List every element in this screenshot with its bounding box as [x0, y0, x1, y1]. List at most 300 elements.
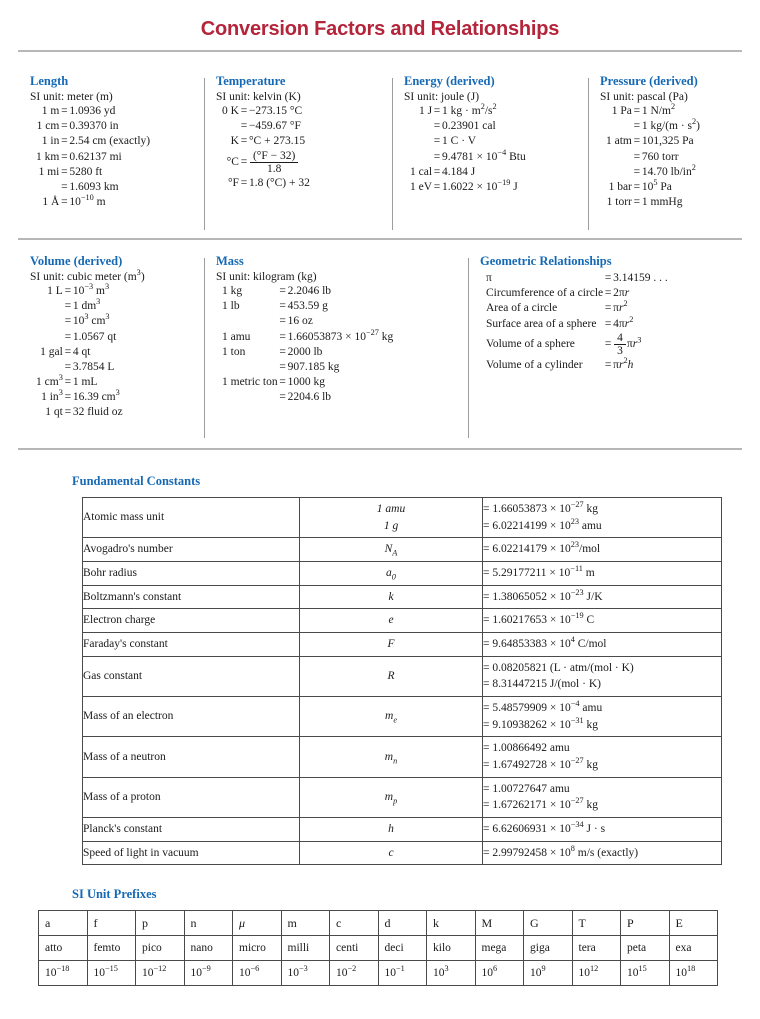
- conversion-rhs: 453.59 g: [287, 300, 328, 313]
- conversion-lhs: [222, 314, 278, 329]
- constant-name: Boltzmann's constant: [83, 585, 300, 609]
- conversion-rhs: 1 $dm^3$: [72, 297, 101, 313]
- equals-sign: =: [433, 180, 441, 193]
- equals-sign: =: [64, 330, 72, 343]
- constant-value-line: = $6.02214199 \times 10^{23}$ amu: [483, 516, 602, 532]
- conversion-row: [486, 358, 668, 373]
- prefix-symbol: M: [475, 911, 524, 936]
- prefix-symbol: c: [330, 911, 379, 936]
- constant-symbol-line: $m_n$: [384, 750, 398, 766]
- equals-sign: =: [64, 315, 72, 328]
- equals-sign: =: [61, 196, 68, 209]
- prefix-power: $10^{-3}$: [281, 961, 330, 986]
- equals-sign: =: [633, 180, 641, 193]
- equals-sign: =: [61, 135, 68, 148]
- conversion-rhs: 5280 ft: [69, 165, 103, 178]
- conversion-rhs: 16 oz: [287, 315, 313, 328]
- conversion-lhs: K: [230, 135, 239, 148]
- constant-value-line: = $5.29177211 \times 10^{-11}$ m: [483, 564, 595, 580]
- constant-name: Bohr radius: [83, 562, 300, 586]
- prefix-symbol: m: [281, 911, 330, 936]
- conversion-lhs: 1 metric ton: [222, 376, 278, 389]
- constants-row: [83, 609, 722, 633]
- conversion-row: [606, 150, 700, 165]
- constant-symbol-line: $a_0$: [386, 567, 396, 582]
- conversion-rhs: 4 qt: [72, 345, 91, 358]
- prefix-name: peta: [621, 936, 670, 961]
- panel-heading: Temperature: [216, 74, 286, 88]
- conversion-row: [486, 317, 668, 332]
- conversion-lhs: Surface area of a sphere: [486, 317, 597, 330]
- constant-value-line: = $1.67262171 \times 10^{-27}$ kg: [483, 796, 599, 812]
- conversion-rhs: 1 $kg/(m \cdot s^2)$: [641, 117, 701, 133]
- constant-value-line: = $1.66053873 \times 10^{-27}$ kg: [483, 500, 599, 515]
- conversion-lhs: 1 qt: [45, 406, 63, 419]
- conversion-list: [36, 104, 150, 210]
- constant-value-line: = 1.00727647 amu: [483, 782, 570, 795]
- conversion-row: [222, 150, 310, 176]
- fundamental-constants-heading: Fundamental Constants: [72, 474, 201, 488]
- conversion-rhs: $1.6022 \times 10^{-19}$ J: [442, 178, 518, 193]
- constant-symbol: [300, 609, 483, 633]
- conversion-row: [410, 150, 526, 165]
- constant-symbol-line: $N_A$: [384, 543, 398, 558]
- conversion-lhs: [606, 150, 632, 165]
- constant-value: [483, 841, 722, 865]
- conversion-rhs: $9.4781 \times 10^{-4}$ Btu: [442, 147, 526, 163]
- conversion-lhs: 1 J: [418, 105, 433, 117]
- prefix-name: pico: [136, 936, 185, 961]
- conversion-row: [486, 301, 668, 316]
- conversion-row: [222, 390, 393, 405]
- panel-si-unit: SI unit: pascal (Pa): [600, 91, 688, 103]
- prefix-symbol: G: [524, 911, 573, 936]
- equals-sign: =: [633, 165, 641, 178]
- constant-symbol: [300, 585, 483, 609]
- fraction: $\frac{(^\circ F - 32)}{1.8}$: [250, 150, 298, 175]
- constant-value-line: = $6.62606931 \times 10^{-34}$ J · s: [483, 820, 606, 836]
- prefix-name: mega: [475, 936, 524, 961]
- prefixes-row-names: [39, 936, 718, 961]
- constant-value-line: = $9.10938262 \times 10^{-31}$ kg: [483, 715, 599, 731]
- unit-panels-row-1: [0, 74, 760, 234]
- unit-panel-volume-derived: [18, 254, 204, 442]
- panel-si-unit: SI unit: joule (J): [404, 91, 480, 103]
- conversion-row: [222, 330, 393, 345]
- equals-sign: =: [61, 165, 68, 178]
- conversion-row: [606, 180, 700, 195]
- prefix-power: $10^{-9}$: [184, 961, 233, 986]
- prefix-symbol: d: [378, 911, 427, 936]
- equals-sign: =: [633, 120, 641, 133]
- equals-sign: =: [64, 300, 72, 313]
- conversion-rhs: 1 kg · $m^2/s^2$: [442, 102, 497, 117]
- constant-value: [483, 609, 722, 633]
- conversion-lhs: 1 lb: [222, 300, 240, 313]
- conversion-lhs: [36, 330, 63, 345]
- equals-sign: =: [633, 150, 641, 163]
- conversion-row: [36, 345, 123, 360]
- constant-value-line: = $1.67492728 \times 10^{-27}$ kg: [483, 756, 599, 772]
- constants-row: [83, 777, 722, 817]
- conversion-rhs: $\pi r^2h$: [613, 355, 634, 371]
- equals-sign: =: [240, 155, 248, 168]
- constants-row: [83, 656, 722, 696]
- prefix-power: $10^{18}$: [669, 961, 718, 986]
- conversion-rhs: 1 C · V: [442, 135, 477, 148]
- conversion-row: [222, 119, 310, 134]
- equals-sign: =: [64, 360, 72, 373]
- prefix-symbol: T: [572, 911, 621, 936]
- unit-panel-pressure-derived: [588, 74, 742, 234]
- equals-sign: =: [64, 345, 72, 358]
- conversion-row: [486, 271, 668, 286]
- conversion-rhs: 1.8 (°C) + 32: [248, 176, 310, 189]
- conversion-list: [486, 271, 668, 373]
- conversion-row: [222, 176, 310, 191]
- constant-symbol: [300, 538, 483, 562]
- conversion-row: [222, 360, 393, 375]
- prefix-symbol: P: [621, 911, 670, 936]
- conversion-row: [606, 104, 700, 119]
- constant-symbol: [300, 818, 483, 842]
- conversion-lhs: 1 Pa: [611, 105, 632, 117]
- prefix-power: $10^{12}$: [572, 961, 621, 986]
- conversion-row: [222, 345, 393, 360]
- prefix-name: tera: [572, 936, 621, 961]
- constant-value-line: = $1.38065052 \times 10^{-23}$ J/K: [483, 587, 603, 603]
- fundamental-constants-table: [82, 497, 722, 865]
- conversion-row: [410, 119, 526, 134]
- constant-value: [483, 633, 722, 657]
- constant-symbol: [300, 697, 483, 737]
- conversion-lhs: Volume of a sphere: [486, 337, 575, 350]
- equals-sign: =: [433, 120, 441, 133]
- conversion-rhs: 1 mL: [72, 376, 98, 389]
- conversion-row: [606, 195, 700, 210]
- constant-value: [483, 737, 722, 777]
- prefix-name: nano: [184, 936, 233, 961]
- constant-symbol-line: e: [388, 614, 394, 627]
- prefix-symbol: k: [427, 911, 476, 936]
- conversion-rhs: $4\pi r^2$: [613, 314, 634, 330]
- panel-si-unit: SI unit: kelvin (K): [216, 91, 301, 103]
- conversion-row: [36, 299, 123, 314]
- constant-value: [483, 697, 722, 737]
- constants-row: [83, 562, 722, 586]
- equals-sign: =: [279, 330, 286, 343]
- equals-sign: =: [604, 272, 612, 284]
- prefix-name: deci: [378, 936, 427, 961]
- equals-sign: =: [433, 150, 441, 163]
- constant-symbol-line: 1 g: [383, 519, 399, 532]
- conversion-rhs: 2000 lb: [287, 345, 323, 358]
- conversion-rhs: $10^5$ Pa: [641, 178, 672, 193]
- prefix-power: $10^{-1}$: [378, 961, 427, 986]
- constants-row: [83, 737, 722, 777]
- prefix-symbol: n: [184, 911, 233, 936]
- constants-row: [83, 841, 722, 865]
- equals-sign: =: [433, 135, 441, 148]
- title-divider-rule: [18, 50, 742, 52]
- conversion-lhs: 1 m: [41, 105, 60, 117]
- constant-name: Planck's constant: [83, 818, 300, 842]
- constant-symbol-line: R: [387, 670, 395, 683]
- conversion-lhs: 1 amu: [222, 330, 251, 343]
- conversion-rhs: −273.15 °C: [248, 105, 303, 117]
- conversion-row: [36, 195, 150, 210]
- constant-symbol: [300, 562, 483, 586]
- conversion-lhs: 1 ton: [222, 345, 246, 358]
- panel-heading: Energy (derived): [404, 74, 495, 88]
- unit-panel-geometric-relationships: [468, 254, 742, 442]
- prefix-name: exa: [669, 936, 718, 961]
- prefix-power: $10^{-12}$: [136, 961, 185, 986]
- equals-sign: =: [433, 105, 441, 117]
- constant-name: Mass of an electron: [83, 697, 300, 737]
- conversion-lhs: 1 atm: [606, 135, 632, 148]
- conversion-lhs: [606, 119, 632, 134]
- constant-value-line: = $2.99792458 \times 10^8$ m/s (exactly): [483, 843, 639, 859]
- constants-row: [83, 538, 722, 562]
- constant-name: Avogadro's number: [83, 538, 300, 562]
- constant-symbol-line: $m_p$: [384, 791, 398, 806]
- conversion-rhs: −459.67 °F: [248, 120, 301, 133]
- equals-sign: =: [604, 302, 612, 315]
- prefix-power: $10^{-2}$: [330, 961, 379, 986]
- conversion-lhs: 1 $in^3$: [41, 388, 63, 404]
- conversion-rhs: 2.2046 lb: [287, 285, 332, 297]
- constant-value: [483, 777, 722, 817]
- conversion-rhs: 760 torr: [641, 150, 679, 163]
- conversion-rhs: 2.54 cm (exactly): [69, 135, 151, 148]
- conversion-lhs: 1 mi: [38, 165, 60, 178]
- panel-heading: Length: [30, 74, 69, 88]
- conversion-row: [36, 330, 123, 345]
- equals-sign: =: [64, 376, 72, 389]
- prefix-power: $10^{15}$: [621, 961, 670, 986]
- equals-sign: =: [240, 176, 248, 189]
- conversion-lhs: °F: [227, 176, 239, 189]
- conversion-lhs: [36, 299, 63, 314]
- prefix-name: giga: [524, 936, 573, 961]
- constant-name: Electron charge: [83, 609, 300, 633]
- conversion-row: [36, 104, 150, 119]
- constant-value: [483, 538, 722, 562]
- equals-sign: =: [279, 391, 286, 404]
- constant-symbol-line: c: [388, 846, 394, 859]
- conversion-lhs: 1 $cm^3$: [36, 373, 63, 389]
- conversion-row: [36, 150, 150, 165]
- conversion-rhs: 3.14159 . . .: [613, 272, 668, 284]
- constant-symbol-line: $m_e$: [385, 710, 397, 725]
- conversion-rhs: $10^3$ $cm^3$: [72, 312, 110, 328]
- conversion-row: [36, 284, 123, 299]
- prefix-name: atto: [39, 936, 88, 961]
- conversion-rhs: [249, 150, 310, 176]
- conversion-row: [36, 134, 150, 149]
- prefixes-row-symbols: [39, 911, 718, 936]
- prefix-symbol: E: [669, 911, 718, 936]
- constant-symbol: [300, 777, 483, 817]
- constant-symbol-line: h: [388, 823, 394, 836]
- constant-value-line: = 0.08205821 (L · atm/(mol · K): [483, 661, 634, 674]
- constant-name: Speed of light in vacuum: [83, 841, 300, 865]
- conversion-lhs: 1 bar: [608, 180, 632, 193]
- equals-sign: =: [604, 317, 612, 330]
- equals-sign: =: [633, 135, 641, 148]
- conversion-lhs: 1 cal: [410, 165, 433, 178]
- conversion-row: [222, 299, 393, 314]
- constant-name: Mass of a neutron: [83, 737, 300, 777]
- panel-si-unit: SI unit: cubic meter $(m^3)$: [30, 268, 145, 283]
- conversion-rhs: $1.66053873 \times 10^{-27}$ kg: [287, 327, 394, 343]
- conversion-rhs: $10^{-3}$ $m^3$: [72, 282, 110, 297]
- constant-name: Gas constant: [83, 656, 300, 696]
- conversion-rhs: 907.185 kg: [287, 360, 340, 373]
- equals-sign: =: [633, 196, 641, 209]
- conversion-lhs: °C: [226, 155, 239, 168]
- row2-divider-rule: [18, 448, 742, 450]
- conversion-rhs: 1 $N/m^2$: [641, 102, 676, 117]
- prefix-symbol: p: [136, 911, 185, 936]
- conversion-rhs: 101,325 Pa: [641, 135, 694, 148]
- conversion-list: [606, 104, 700, 210]
- equals-sign: =: [279, 315, 286, 328]
- panel-si-unit: SI unit: meter (m): [30, 91, 113, 103]
- prefix-power: $10^{-6}$: [233, 961, 282, 986]
- conversion-row: [36, 314, 123, 329]
- constant-symbol-line: F: [387, 638, 395, 651]
- constant-name: Mass of a proton: [83, 777, 300, 817]
- conversion-rhs: 4.184 J: [442, 165, 476, 178]
- conversion-lhs: 1 km: [36, 150, 60, 163]
- conversion-row: [222, 284, 393, 299]
- panel-heading: Geometric Relationships: [480, 254, 612, 268]
- constant-value-line: = $5.48579909 \times 10^{-4}$ amu: [483, 699, 603, 715]
- constant-symbol: [300, 841, 483, 865]
- conversion-lhs: Volume of a cylinder: [486, 358, 583, 371]
- constant-value: [483, 585, 722, 609]
- conversion-row: [410, 134, 526, 149]
- equals-sign: =: [61, 120, 68, 133]
- page-header: [0, 0, 760, 52]
- si-prefixes-table: [38, 910, 718, 986]
- conversion-lhs: Area of a circle: [486, 302, 558, 315]
- equals-sign: =: [433, 165, 441, 178]
- conversion-rhs: $10^{-10}$ m: [69, 193, 106, 209]
- equals-sign: =: [61, 180, 68, 193]
- conversion-row: [410, 180, 526, 195]
- prefix-power: $10^6$: [475, 961, 524, 986]
- conversion-lhs: 1 in: [41, 135, 60, 148]
- conversion-lhs: 1 torr: [606, 196, 632, 209]
- constant-value-line: = 8.31447215 J/(mol · K): [483, 678, 601, 691]
- equals-sign: =: [64, 285, 72, 297]
- conversion-row: [222, 375, 393, 390]
- conversion-rhs: 2πr: [613, 287, 630, 300]
- conversion-lhs: 1 L: [47, 285, 63, 297]
- panel-heading: Volume (derived): [30, 254, 123, 268]
- equals-sign: =: [64, 406, 72, 419]
- equals-sign: =: [279, 285, 286, 297]
- constant-symbol: [300, 498, 483, 538]
- conversion-rhs: 16.39 $cm^3$: [72, 388, 120, 404]
- equals-sign: =: [279, 345, 286, 358]
- constant-value: [483, 818, 722, 842]
- constant-symbol: [300, 633, 483, 657]
- conversion-row: [36, 119, 150, 134]
- fundamental-constants-section: [0, 474, 760, 865]
- prefix-name: milli: [281, 936, 330, 961]
- prefix-power: $10^3$: [427, 961, 476, 986]
- constant-symbol-line: 1 amu: [376, 503, 406, 515]
- conversion-row: [36, 165, 150, 180]
- conversion-rhs: 0.62137 mi: [69, 150, 122, 163]
- prefix-symbol: f: [87, 911, 136, 936]
- conversion-rhs: 1 mmHg: [641, 196, 683, 209]
- prefix-symbol: a: [39, 911, 88, 936]
- conversion-row: [486, 286, 668, 301]
- equals-sign: =: [279, 300, 286, 313]
- conversion-lhs: 1 cm: [36, 120, 60, 133]
- conversion-lhs: [222, 119, 239, 134]
- conversion-lhs: 1 kg: [222, 285, 243, 297]
- conversion-row: [222, 104, 310, 119]
- conversion-row: [606, 119, 700, 134]
- conversion-lhs: [606, 165, 632, 180]
- conversion-lhs: [410, 119, 432, 134]
- unit-panel-energy-derived: [392, 74, 588, 234]
- conversion-row: [222, 134, 310, 149]
- conversion-rhs: 1.0567 qt: [72, 330, 117, 343]
- constant-value: [483, 562, 722, 586]
- conversion-lhs: 1 eV: [410, 180, 433, 193]
- conversion-lhs: [36, 180, 59, 195]
- equals-sign: =: [240, 120, 248, 133]
- equals-sign: =: [240, 105, 248, 117]
- constant-value-line: = $9.64853383 \times 10^4$ C/mol: [483, 635, 607, 651]
- prefix-symbol: μ: [233, 911, 282, 936]
- constants-row: [83, 498, 722, 538]
- row1-divider-rule: [18, 238, 742, 240]
- constant-value-line: = $6.02214179 \times 10^{23}$/mol: [483, 540, 601, 556]
- equals-sign: =: [279, 376, 286, 389]
- conversion-row: [36, 405, 123, 420]
- constant-symbol: [300, 656, 483, 696]
- conversion-lhs: [36, 314, 63, 329]
- prefix-name: micro: [233, 936, 282, 961]
- conversion-lhs: 0 K: [222, 105, 239, 117]
- conversion-rhs: °C + 273.15: [248, 135, 306, 148]
- conversion-list: [222, 284, 393, 405]
- equals-sign: =: [604, 287, 612, 300]
- conversion-lhs: [222, 360, 278, 375]
- unit-panel-temperature: [204, 74, 392, 234]
- constants-row: [83, 585, 722, 609]
- prefixes-row-powers: [39, 961, 718, 986]
- conversion-list: [36, 284, 123, 421]
- equals-sign: =: [64, 391, 72, 404]
- prefix-power: $10^9$: [524, 961, 573, 986]
- conversion-row: [606, 134, 700, 149]
- conversion-lhs: 1 Å: [42, 196, 60, 209]
- conversion-lhs: [222, 390, 278, 405]
- conversion-rhs: 1.0936 yd: [69, 105, 116, 117]
- panel-si-unit: SI unit: kilogram (kg): [216, 271, 317, 283]
- constants-row: [83, 697, 722, 737]
- conversion-rhs: 2204.6 lb: [287, 391, 332, 404]
